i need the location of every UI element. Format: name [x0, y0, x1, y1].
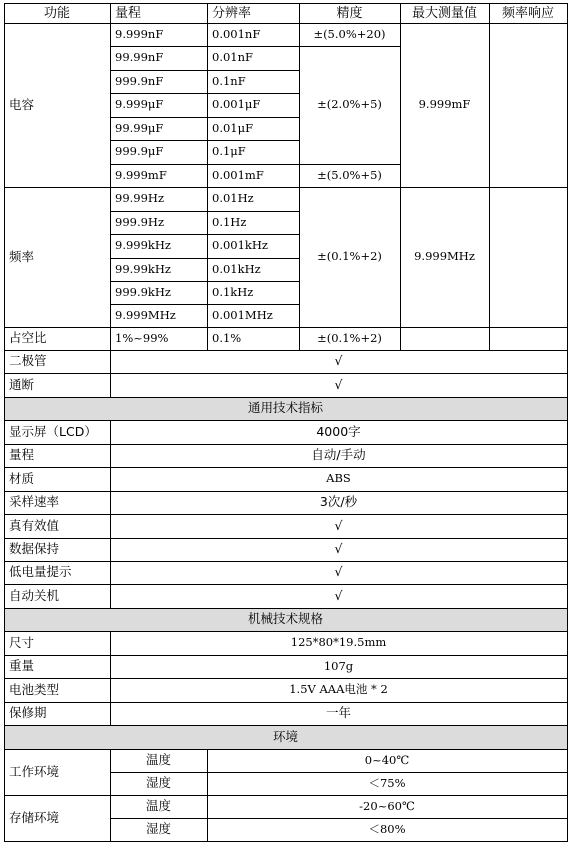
grid-line — [400, 3, 401, 350]
capacitance-resolution: 0.1nF — [212, 73, 246, 88]
header-accuracy: 精度 — [299, 3, 400, 23]
grid-line — [110, 818, 568, 819]
mechanical-row-label: 尺寸 — [9, 634, 35, 650]
capacitance-resolution: 0.01nF — [212, 50, 253, 65]
frequency-resolution: 0.01Hz — [212, 191, 254, 206]
grid-line — [4, 187, 568, 188]
capacitance-label: 电容 — [9, 96, 35, 112]
grid-line — [110, 140, 299, 141]
grid-line — [4, 702, 568, 703]
grid-line — [567, 3, 568, 842]
header-function: 功能 — [4, 3, 110, 23]
duty-cycle-label: 占空比 — [9, 330, 47, 346]
grid-line — [4, 584, 568, 585]
grid-line — [4, 538, 568, 539]
storage-temperature-label: 温度 — [145, 798, 171, 814]
frequency-range: 9.999kHz — [115, 238, 171, 253]
header-max-value: 最大测量值 — [400, 3, 489, 23]
grid-line — [110, 93, 299, 94]
header-range: 量程 — [110, 3, 207, 23]
working-temperature-label: 温度 — [145, 752, 171, 768]
capacitance-accuracy: ±(5.0%+20) — [313, 26, 386, 41]
grid-line — [4, 467, 568, 468]
general-row-value: ABS — [326, 471, 351, 486]
capacitance-range: 999.9nF — [115, 73, 164, 88]
grid-line — [110, 631, 111, 725]
general-row-label: 量程 — [9, 447, 35, 463]
grid-line — [110, 281, 299, 282]
grid-line — [489, 3, 490, 350]
frequency-range: 99.99kHz — [115, 261, 171, 276]
grid-line — [110, 420, 111, 608]
grid-line — [110, 3, 111, 397]
frequency-resolution: 0.1Hz — [212, 214, 247, 229]
frequency-label: 频率 — [9, 248, 35, 264]
working-humidity-label: 湿度 — [145, 775, 171, 791]
frequency-range: 999.9kHz — [115, 284, 171, 299]
frequency-resolution: 0.01kHz — [212, 261, 261, 276]
grid-line — [4, 491, 568, 492]
capacitance-resolution: 0.01μF — [212, 120, 254, 135]
general-row-label: 显示屏（LCD） — [9, 423, 97, 439]
general-row-value: √ — [334, 517, 343, 533]
grid-line — [4, 420, 568, 421]
capacitance-range: 9.999mF — [115, 167, 167, 182]
mechanical-row-value: 1.5V AAA电池 * 2 — [289, 682, 388, 697]
capacitance-range: 99.99nF — [115, 50, 164, 65]
general-row-value: √ — [334, 564, 343, 580]
general-row-value: √ — [334, 587, 343, 603]
grid-line — [4, 749, 568, 750]
grid-line — [110, 772, 568, 773]
capacitance-range: 9.999nF — [115, 26, 164, 41]
header-frequency-response: 频率响应 — [489, 3, 567, 23]
grid-line — [4, 397, 568, 398]
grid-line — [4, 841, 568, 842]
grid-line — [4, 350, 568, 351]
mechanical-row-label: 保修期 — [9, 705, 47, 721]
grid-line — [4, 655, 568, 656]
header-resolution: 分辨率 — [207, 3, 299, 23]
working-environment-label: 工作环境 — [9, 763, 60, 779]
mechanical-row-label: 重量 — [9, 658, 35, 674]
capacitance-resolution: 0.1μF — [212, 144, 246, 159]
general-row-value: 自动/手动 — [311, 447, 366, 463]
grid-line — [4, 795, 568, 796]
frequency-resolution: 0.001kHz — [212, 238, 268, 253]
duty-cycle-resolution: 0.1% — [212, 330, 242, 345]
general-row-value: 3次/秒 — [319, 494, 358, 510]
mechanical-row-value: 107g — [323, 658, 354, 673]
frequency-range: 99.99Hz — [115, 191, 165, 206]
grid-line — [4, 327, 568, 328]
frequency-max-value: 9.999MHz — [414, 249, 475, 264]
grid-line — [207, 3, 208, 350]
grid-line — [110, 258, 299, 259]
continuity-check: √ — [334, 376, 343, 392]
capacitance-range: 999.9μF — [115, 144, 164, 159]
capacitance-accuracy: ±(5.0%+5) — [317, 167, 382, 182]
grid-line — [4, 444, 568, 445]
grid-line — [4, 3, 568, 4]
grid-line — [4, 608, 568, 609]
grid-line — [4, 3, 5, 842]
general-row-label: 采样速率 — [9, 494, 60, 510]
working-temperature-value: 0~40℃ — [364, 752, 410, 767]
capacitance-max-value: 9.999mF — [418, 97, 471, 112]
grid-line — [4, 373, 568, 374]
grid-line — [110, 749, 111, 841]
storage-temperature-value: -20~60℃ — [359, 798, 415, 813]
mechanical-row-value: 125*80*19.5mm — [290, 635, 387, 650]
frequency-accuracy: ±(0.1%+2) — [317, 249, 382, 264]
duty-cycle-range: 1%~99% — [115, 330, 169, 345]
general-section-title: 通用技术指标 — [4, 397, 567, 420]
grid-line — [299, 3, 300, 350]
capacitance-accuracy: ±(2.0%+5) — [317, 97, 382, 112]
working-humidity-value: ＜75% — [368, 775, 406, 790]
storage-environment-label: 存储环境 — [9, 809, 60, 825]
frequency-resolution: 0.001MHz — [212, 307, 273, 322]
capacitance-resolution: 0.001mF — [212, 167, 264, 182]
diode-check: √ — [334, 353, 343, 369]
general-row-label: 真有效值 — [9, 517, 60, 533]
grid-line — [110, 70, 299, 71]
grid-line — [4, 678, 568, 679]
grid-line — [4, 514, 568, 515]
grid-line — [207, 749, 208, 841]
grid-line — [110, 211, 299, 212]
continuity-label: 通断 — [9, 376, 35, 392]
grid-line — [110, 234, 299, 235]
general-row-value: √ — [334, 541, 343, 557]
grid-line — [110, 304, 299, 305]
grid-line — [4, 561, 568, 562]
mechanical-row-value: 一年 — [325, 705, 351, 721]
grid-line — [110, 117, 299, 118]
mechanical-section-title: 机械技术规格 — [4, 608, 567, 631]
environment-section-title: 环境 — [4, 725, 567, 749]
capacitance-resolution: 0.001nF — [212, 26, 261, 41]
general-row-label: 数据保持 — [9, 541, 60, 557]
grid-line — [4, 631, 568, 632]
frequency-range: 999.9Hz — [115, 214, 165, 229]
duty-cycle-accuracy: ±(0.1%+2) — [317, 330, 382, 345]
capacitance-range: 99.99μF — [115, 120, 164, 135]
grid-line — [110, 46, 400, 47]
frequency-range: 9.999MHz — [115, 307, 176, 322]
general-row-label: 材质 — [9, 470, 35, 486]
general-row-label: 低电量提示 — [9, 564, 72, 580]
general-row-value: 4000字 — [316, 423, 361, 439]
grid-line — [4, 23, 568, 24]
grid-line — [4, 725, 568, 726]
grid-line — [110, 164, 400, 165]
capacitance-resolution: 0.001μF — [212, 97, 261, 112]
frequency-resolution: 0.1kHz — [212, 284, 254, 299]
general-row-label: 自动关机 — [9, 587, 60, 603]
mechanical-row-label: 电池类型 — [9, 681, 60, 697]
diode-label: 二极管 — [9, 353, 47, 369]
storage-humidity-value: ＜80% — [368, 821, 406, 836]
capacitance-range: 9.999μF — [115, 97, 164, 112]
storage-humidity-label: 湿度 — [145, 821, 171, 837]
